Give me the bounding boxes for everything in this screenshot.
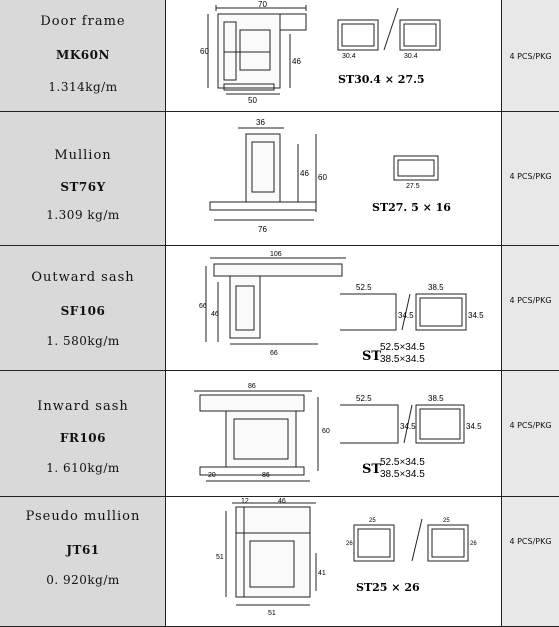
product-info-cell bbox=[0, 371, 166, 497]
product-info-cell bbox=[0, 112, 166, 246]
st-dim-b: 26 bbox=[346, 541, 353, 547]
st-dim-a: 30.4 bbox=[342, 53, 356, 60]
profile-drawing-cell bbox=[166, 112, 502, 246]
dim-bottom: 51 bbox=[268, 610, 276, 617]
product-name: Door frame bbox=[40, 14, 126, 29]
st-dim-b: 34.5 bbox=[398, 311, 414, 320]
st-line2: 38.5×34.5 bbox=[380, 354, 425, 365]
packaging-cell bbox=[502, 497, 559, 626]
profile-drawing-cell bbox=[166, 0, 502, 111]
table-row bbox=[0, 0, 559, 111]
product-code: ST76Y bbox=[60, 180, 106, 194]
table-row bbox=[0, 370, 559, 497]
st-dim-c: 38.5 bbox=[428, 283, 444, 292]
st-dim-d: 26 bbox=[470, 541, 477, 547]
product-info-cell bbox=[0, 497, 166, 626]
dim-right1: 46 bbox=[300, 169, 309, 178]
st-dim-c: 38.5 bbox=[428, 394, 444, 403]
st-prefix: ST bbox=[362, 462, 382, 477]
dim-left: 51 bbox=[216, 554, 224, 561]
dim-right: 46 bbox=[292, 57, 301, 66]
packaging-text: 4 PCS/PKG bbox=[509, 421, 552, 430]
st-dim-d: 34.5 bbox=[466, 422, 482, 431]
dim-left2: 46 bbox=[211, 311, 219, 318]
st-dim-a: 52.5 bbox=[356, 394, 372, 403]
st-label: ST25 × 26 bbox=[356, 581, 420, 594]
product-weight: 1.309 kg/m bbox=[46, 208, 120, 222]
packaging-cell bbox=[502, 112, 559, 246]
product-weight: 1.314kg/m bbox=[48, 80, 118, 94]
st-dim-a: 52.5 bbox=[356, 283, 372, 292]
dim-right: 60 bbox=[322, 428, 330, 435]
packaging-text: 4 PCS/PKG bbox=[509, 172, 552, 181]
product-code: FR106 bbox=[59, 431, 107, 445]
packaging-text: 4 PCS/PKG bbox=[509, 296, 552, 305]
st-dim-d: 30.4 bbox=[404, 53, 418, 60]
st-dim-a: 25 bbox=[369, 518, 376, 524]
product-name: Pseudo mullion bbox=[25, 509, 141, 524]
profile-drawing-cell bbox=[166, 246, 502, 371]
dim-bottom1: 20 bbox=[208, 472, 216, 479]
table-row bbox=[0, 496, 559, 627]
profile-drawing-cell bbox=[166, 497, 502, 626]
product-info-cell bbox=[0, 246, 166, 371]
dim-top1: 12 bbox=[241, 498, 249, 505]
st-prefix: ST bbox=[362, 349, 382, 364]
dim-top: 86 bbox=[248, 383, 256, 390]
profile-drawing bbox=[166, 0, 502, 111]
dim-bottom: 76 bbox=[258, 225, 267, 234]
packaging-text: 4 PCS/PKG bbox=[509, 537, 552, 546]
product-name: Mullion bbox=[54, 148, 112, 163]
product-name: Outward sash bbox=[31, 270, 135, 285]
profile-drawing bbox=[166, 112, 502, 246]
dim-bottom2: 86 bbox=[262, 472, 270, 479]
dim-top2: 46 bbox=[278, 498, 286, 505]
dim-top: 36 bbox=[256, 118, 265, 127]
profile-drawing bbox=[166, 246, 502, 371]
packaging-cell bbox=[502, 0, 559, 111]
st-label: ST27. 5 × 16 bbox=[372, 201, 451, 214]
profile-drawing-cell bbox=[166, 371, 502, 497]
dim-top: 106 bbox=[270, 251, 282, 258]
st-dim-a: 27.5 bbox=[406, 183, 420, 190]
dim-bottom: 50 bbox=[248, 96, 257, 105]
st-dim-d: 34.5 bbox=[468, 311, 484, 320]
profile-drawing bbox=[166, 497, 502, 626]
st-line1: 52.5×34.5 bbox=[380, 457, 425, 468]
packaging-cell bbox=[502, 246, 559, 371]
st-dim-c: 25 bbox=[443, 518, 450, 524]
product-code: JT61 bbox=[66, 543, 100, 557]
product-weight: 0. 920kg/m bbox=[46, 573, 120, 587]
dim-bottom: 66 bbox=[270, 350, 278, 357]
dim-left: 60 bbox=[200, 47, 209, 56]
product-name: Inward sash bbox=[37, 399, 129, 414]
dim-left1: 66 bbox=[199, 303, 207, 310]
dim-right2: 60 bbox=[318, 173, 327, 182]
table-row bbox=[0, 245, 559, 371]
packaging-text: 4 PCS/PKG bbox=[509, 52, 552, 61]
product-code: MK60N bbox=[56, 48, 110, 62]
table-row bbox=[0, 111, 559, 246]
product-weight: 1. 610kg/m bbox=[46, 461, 120, 475]
profile-drawing bbox=[166, 371, 502, 497]
st-dim-b: 34.5 bbox=[400, 422, 416, 431]
st-label: ST30.4 × 27.5 bbox=[338, 73, 425, 86]
product-info-cell bbox=[0, 0, 166, 111]
st-line2: 38.5×34.5 bbox=[380, 469, 425, 480]
packaging-cell bbox=[502, 371, 559, 497]
product-weight: 1. 580kg/m bbox=[46, 334, 120, 348]
dim-top: 70 bbox=[258, 0, 267, 9]
product-code: SF106 bbox=[60, 304, 106, 318]
st-line1: 52.5×34.5 bbox=[380, 342, 425, 353]
dim-right: 41 bbox=[318, 570, 326, 577]
